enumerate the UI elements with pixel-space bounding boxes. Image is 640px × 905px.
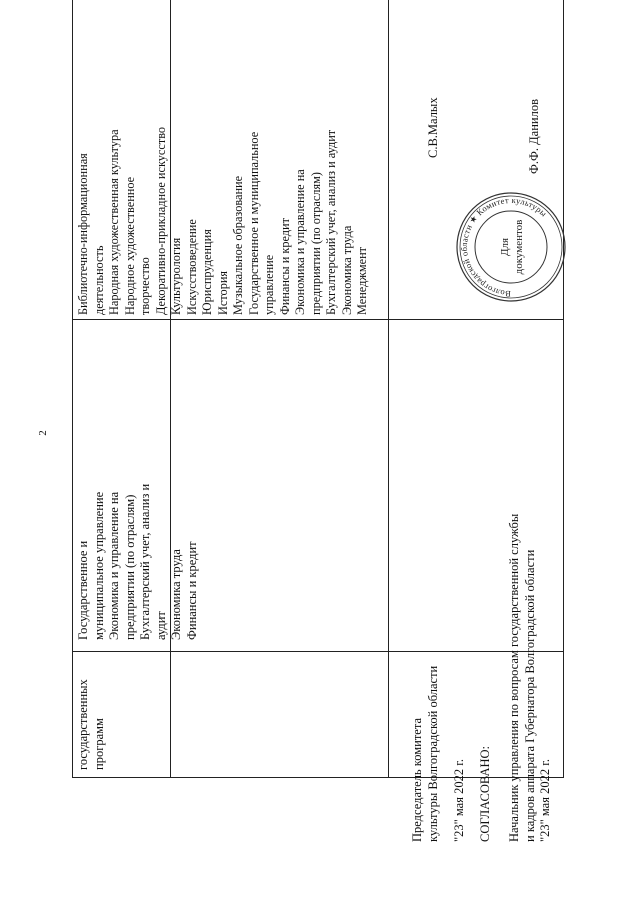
- cell-line: Экономика труда: [169, 549, 183, 640]
- cell-line: Финансы и кредит: [277, 218, 292, 315]
- seal-center-line: Для: [499, 237, 511, 257]
- head-title-line: Начальник управления по вопросам государственной службы: [507, 513, 521, 842]
- head-name: Ф.Ф. Данилов: [527, 99, 541, 174]
- chair-title-line: Председатель комитета: [410, 718, 424, 842]
- cell-line: Народное художественное: [122, 176, 137, 315]
- table-cell-program-type: [76, 679, 107, 770]
- cell-line: творчество: [138, 257, 152, 315]
- cell-line: Декоративно-прикладное искусство: [153, 126, 168, 315]
- cell-line: Менеджмент: [355, 246, 369, 315]
- cell-line: программ: [91, 718, 106, 770]
- cell-line: Бухгалтерский учет, анализ и аудит: [324, 129, 338, 315]
- cell-line: государственных: [76, 679, 90, 770]
- cell-line: Государственное и муниципальное: [246, 131, 261, 315]
- agreed-label: СОГЛАСОВАНО:: [478, 745, 492, 842]
- cell-line: Экономика и управление на: [107, 491, 121, 640]
- table-cell-specialties-b: [76, 127, 371, 315]
- cell-line: Бухгалтерский учет, анализ и: [138, 483, 152, 640]
- cell-line: муниципальное управление: [91, 491, 106, 640]
- cell-line: Культурология: [169, 237, 183, 315]
- cell-line: предприятии (по отраслям): [122, 494, 137, 640]
- cell-line: Библиотечно-информационная: [76, 153, 90, 315]
- chair-title-line: культуры Волгоградской области: [425, 665, 440, 842]
- table-top-border: [72, 0, 73, 778]
- cell-line: аудит: [153, 611, 168, 640]
- cell-line: Экономика труда: [339, 225, 354, 315]
- table-cell-specialties-a: [76, 484, 200, 640]
- cell-line: предприятии (по отраслям): [308, 172, 323, 315]
- row-divider: [72, 319, 564, 320]
- cell-line: Музыкальное образование: [231, 175, 245, 315]
- cell-line: Народная художественная культура: [107, 129, 121, 315]
- cell-line: Экономика и управление на: [293, 169, 307, 315]
- cell-line: Искусствоведение: [184, 219, 199, 315]
- row-divider: [72, 651, 564, 652]
- head-date: "23" мая 2022 г.: [538, 758, 552, 842]
- cell-line: управление: [262, 254, 276, 315]
- cell-line: Финансы и кредит: [184, 541, 199, 640]
- seal-center-line: документов: [513, 219, 525, 275]
- cell-line: Юриспруденция: [200, 229, 214, 315]
- table-bottom-border: [563, 0, 564, 778]
- head-title: [507, 514, 554, 842]
- seal-stamp: [455, 191, 567, 303]
- cell-line: История: [215, 270, 230, 315]
- seal-ring-text: Волгоградской области ★ Комитет культуры: [458, 194, 550, 300]
- column-divider-1: [170, 0, 171, 778]
- chair-date: "23" мая 2022 г.: [452, 758, 466, 842]
- chair-title: [410, 666, 441, 842]
- page-number: 2: [36, 430, 49, 436]
- chair-name: С.В.Малых: [426, 97, 440, 158]
- head-title-line: и кадров аппарата Губернатора Волгоградской области: [522, 549, 537, 842]
- cell-line: деятельность: [91, 245, 106, 315]
- cell-line: Государственное и: [76, 540, 90, 640]
- column-divider-2: [388, 0, 389, 778]
